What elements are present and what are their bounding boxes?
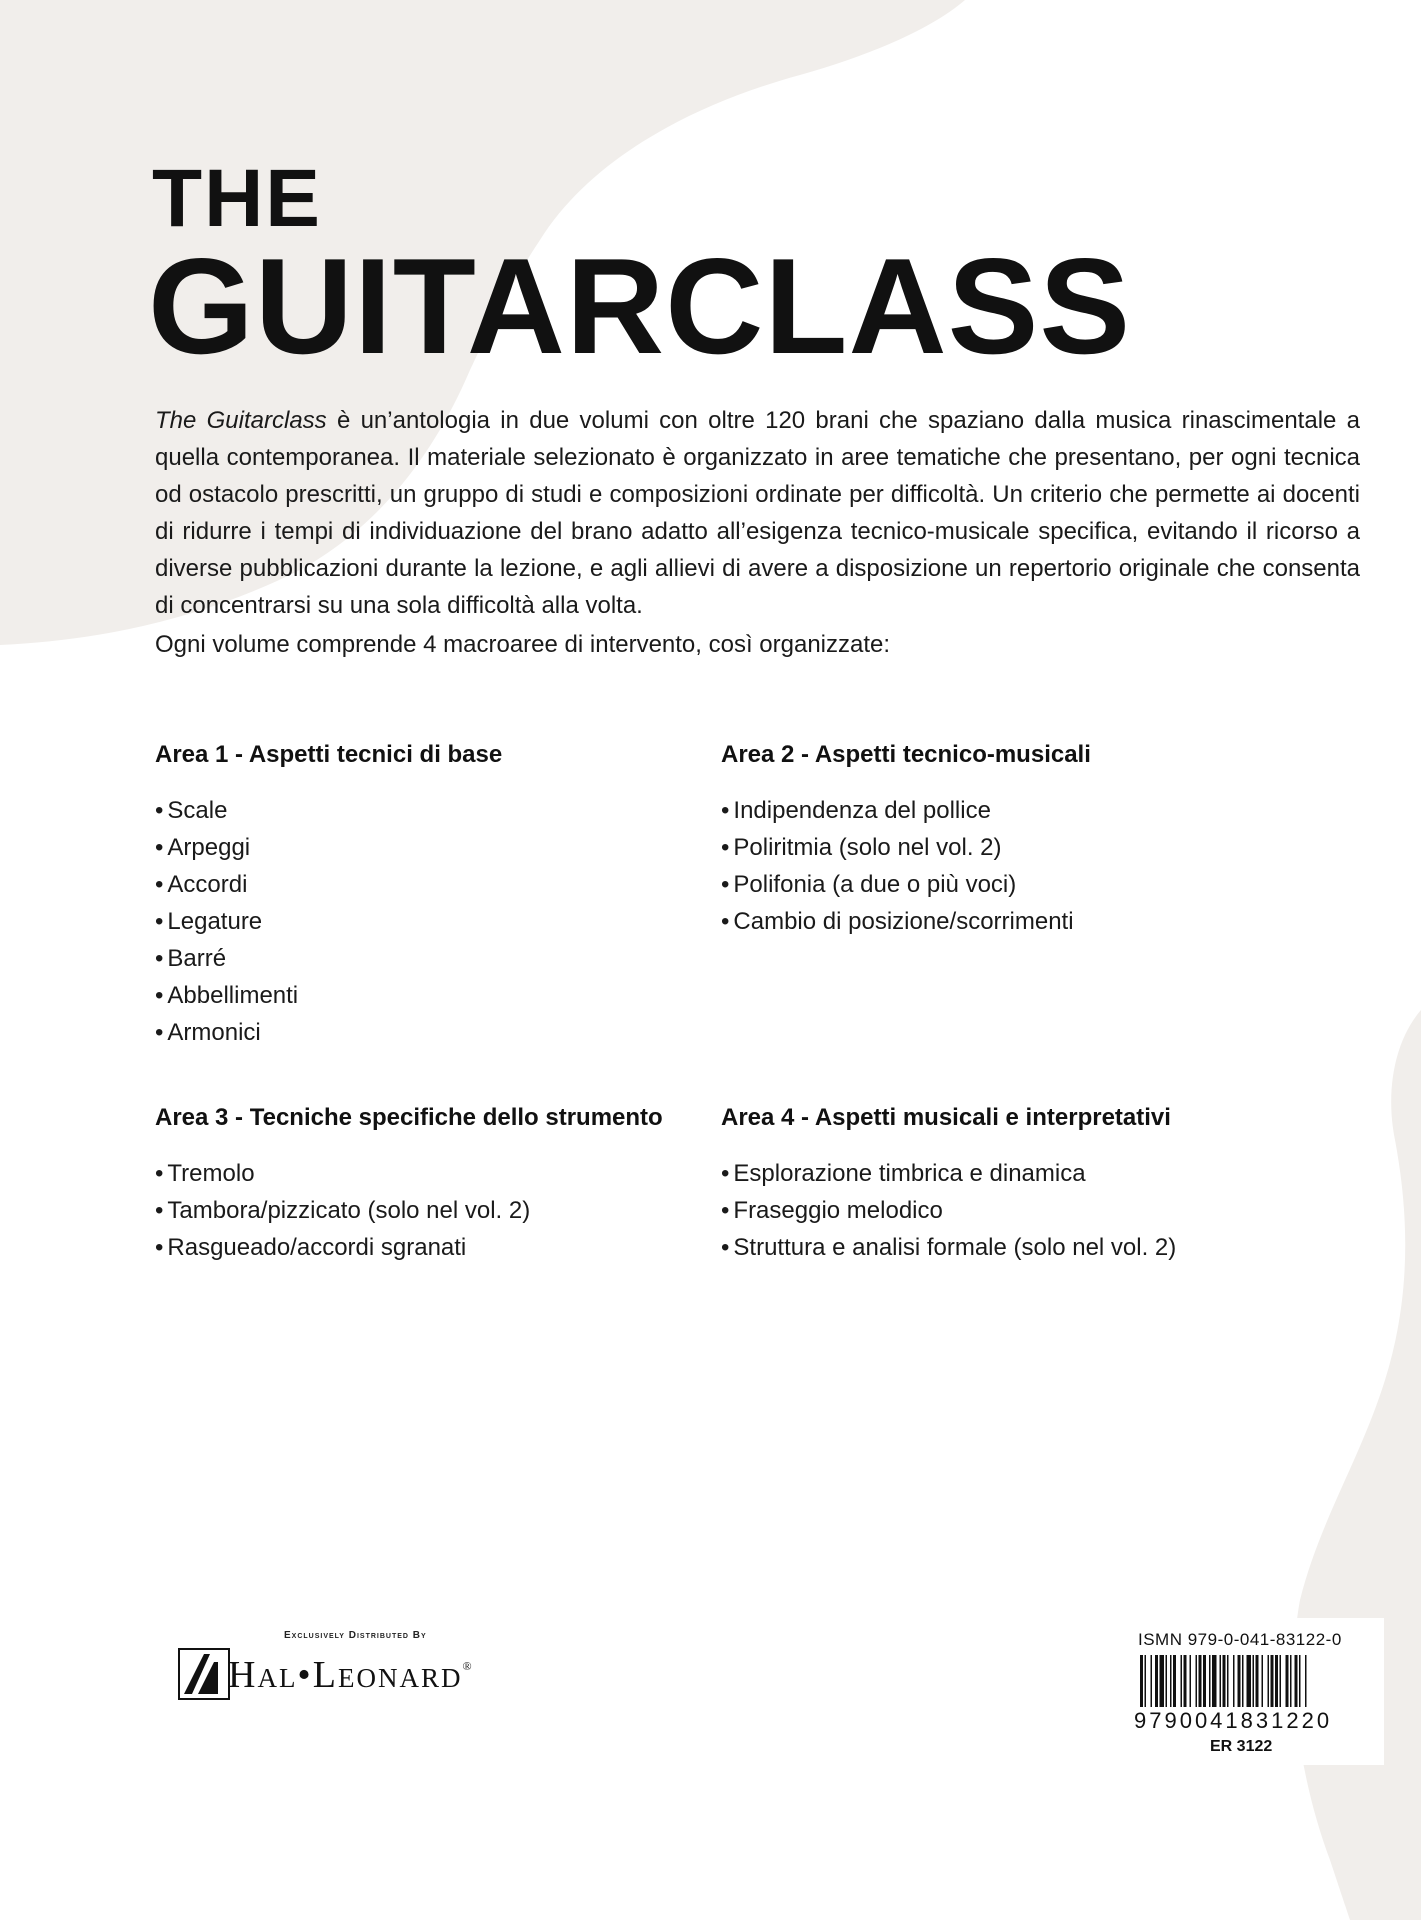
- bullet: •: [721, 1234, 730, 1261]
- barcode-bar: [1253, 1655, 1255, 1707]
- hal-leonard-logo-icon: [178, 1648, 230, 1700]
- barcode-bar: [1275, 1655, 1278, 1707]
- area-heading: Area 1 - Aspetti tecnici di base: [155, 741, 503, 768]
- barcode-bar: [1160, 1655, 1165, 1707]
- barcode-bar: [1233, 1655, 1235, 1707]
- intro-italic-title: The Guitarclass: [155, 407, 327, 434]
- list-item: • Indipendenza del pollice: [721, 797, 991, 824]
- list-item: • Barré: [155, 945, 227, 972]
- barcode-bar: [1140, 1655, 1143, 1707]
- list-item: • Poliritmia (solo nel vol. 2): [721, 834, 1002, 861]
- distributor-tagline: Exclusively Distributed By: [284, 1630, 427, 1641]
- list-item: • Esplorazione timbrica e dinamica: [721, 1160, 1086, 1187]
- bullet: •: [155, 982, 164, 1009]
- list-item: • Fraseggio melodico: [721, 1197, 943, 1224]
- title-the: THE: [152, 153, 322, 244]
- barcode-bar: [1155, 1655, 1158, 1707]
- intro-paragraph: [155, 402, 1360, 624]
- barcode-bar: [1227, 1655, 1229, 1707]
- area-heading: Area 2 - Aspetti tecnico-musicali: [721, 741, 1091, 768]
- barcode-bar: [1223, 1655, 1226, 1707]
- barcode-bar: [1190, 1655, 1192, 1707]
- barcode-bar: [1173, 1655, 1176, 1707]
- list-item: • Tremolo: [155, 1160, 255, 1187]
- bullet: •: [721, 797, 730, 824]
- barcode-bar: [1256, 1655, 1259, 1707]
- bullet: •: [155, 871, 164, 898]
- barcode-bar: [1151, 1655, 1153, 1707]
- bullet: •: [155, 1234, 164, 1261]
- area-3: [155, 1103, 715, 1266]
- list-item: • Abbellimenti: [155, 982, 299, 1009]
- barcode-bar: [1196, 1655, 1198, 1707]
- title-guitarclass: GUITARCLASS: [148, 230, 1132, 382]
- list-item: • Accordi: [155, 871, 248, 898]
- barcode-icon: [1138, 1655, 1374, 1707]
- barcode-bar: [1262, 1655, 1264, 1707]
- list-item: • Polifonia (a due o più voci): [721, 871, 1017, 898]
- area-heading: Area 3 - Tecniche specifiche dello strumento: [155, 1104, 663, 1131]
- barcode-bar: [1299, 1655, 1301, 1707]
- area-list: [721, 1155, 1281, 1266]
- distributor-name: Hal•Leonard®: [228, 1654, 474, 1696]
- barcode-bar: [1280, 1655, 1282, 1707]
- list-item: • Tambora/pizzicato (solo nel vol. 2): [155, 1197, 531, 1224]
- bullet: •: [155, 1019, 164, 1046]
- intro-last-line: Ogni volume comprende 4 macroaree di intervento, così organizzate:: [155, 631, 891, 658]
- barcode-bar: [1220, 1655, 1222, 1707]
- area-heading: Area 4 - Aspetti musicali e interpretativi: [721, 1104, 1171, 1131]
- area-2: [721, 740, 1281, 940]
- barcode-bar: [1305, 1655, 1307, 1707]
- barcode-bar: [1238, 1655, 1241, 1707]
- list-item: • Cambio di posizione/scorrimenti: [721, 908, 1074, 935]
- barcode-bar: [1271, 1655, 1274, 1707]
- list-item: • Rasgueado/accordi sgranati: [155, 1234, 467, 1261]
- barcode-bar: [1242, 1655, 1244, 1707]
- barcode-bar: [1295, 1655, 1298, 1707]
- bullet: •: [155, 1197, 164, 1224]
- area-4: [721, 1103, 1281, 1266]
- barcode-bar: [1247, 1655, 1252, 1707]
- bullet: •: [155, 908, 164, 935]
- bullet: •: [155, 1160, 164, 1187]
- barcode-bar: [1203, 1655, 1206, 1707]
- barcode-bar: [1212, 1655, 1217, 1707]
- barcode-bar: [1181, 1655, 1183, 1707]
- barcode-bar: [1268, 1655, 1270, 1707]
- bullet: •: [721, 908, 730, 935]
- area-list: [155, 1155, 715, 1266]
- catalog-number: ER 3122: [1210, 1738, 1273, 1755]
- barcode-bar: [1170, 1655, 1172, 1707]
- area-1: [155, 740, 715, 1051]
- bullet: •: [155, 797, 164, 824]
- list-item: • Struttura e analisi formale (solo nel vol. 2): [721, 1234, 1177, 1261]
- bullet: •: [721, 871, 730, 898]
- distributor-logo: [178, 1628, 598, 1718]
- bullet: •: [721, 1160, 730, 1187]
- bullet: •: [721, 834, 730, 861]
- barcode-bar: [1209, 1655, 1211, 1707]
- barcode-bar: [1145, 1655, 1147, 1707]
- intro-text: è un’antologia in due volumi con oltre 120 brani che spaziano dalla musica rinascimentale a quella contemporanea. Il materiale selezionato è organizzato in aree tematiche che presentano, per ogni tecnica od ostacolo prescritti, un gruppo di studi e composizioni ordinate per difficoltà. Un criterio che permette ai docenti di ridurre i tempi di individuazione del brano adatto all’esigenza tecnico-musicale specifica, evitando il ricorso a diverse pubblicazioni durante la lezione, e agli allievi di avere a disposizione un repertorio originale che consenta di concentrarsi su una sola difficoltà alla volta.: [155, 407, 1360, 619]
- ismn-label: ISMN 979-0-041-83122-0: [1138, 1630, 1342, 1649]
- area-list: [155, 792, 715, 1051]
- barcode-bar: [1184, 1655, 1187, 1707]
- bullet: •: [155, 945, 164, 972]
- bullet: •: [721, 1197, 730, 1224]
- barcode-bar: [1286, 1655, 1289, 1707]
- barcode-bar: [1199, 1655, 1202, 1707]
- barcode-digits: 9790041831220: [1134, 1708, 1333, 1733]
- bullet: •: [155, 834, 164, 861]
- barcode-bar: [1290, 1655, 1292, 1707]
- barcode-bar: [1166, 1655, 1168, 1707]
- area-list: [721, 792, 1281, 940]
- list-item: • Scale: [155, 797, 228, 824]
- list-item: • Legature: [155, 908, 263, 935]
- list-item: • Armonici: [155, 1019, 261, 1046]
- list-item: • Arpeggi: [155, 834, 251, 861]
- barcode-panel: [1128, 1618, 1384, 1765]
